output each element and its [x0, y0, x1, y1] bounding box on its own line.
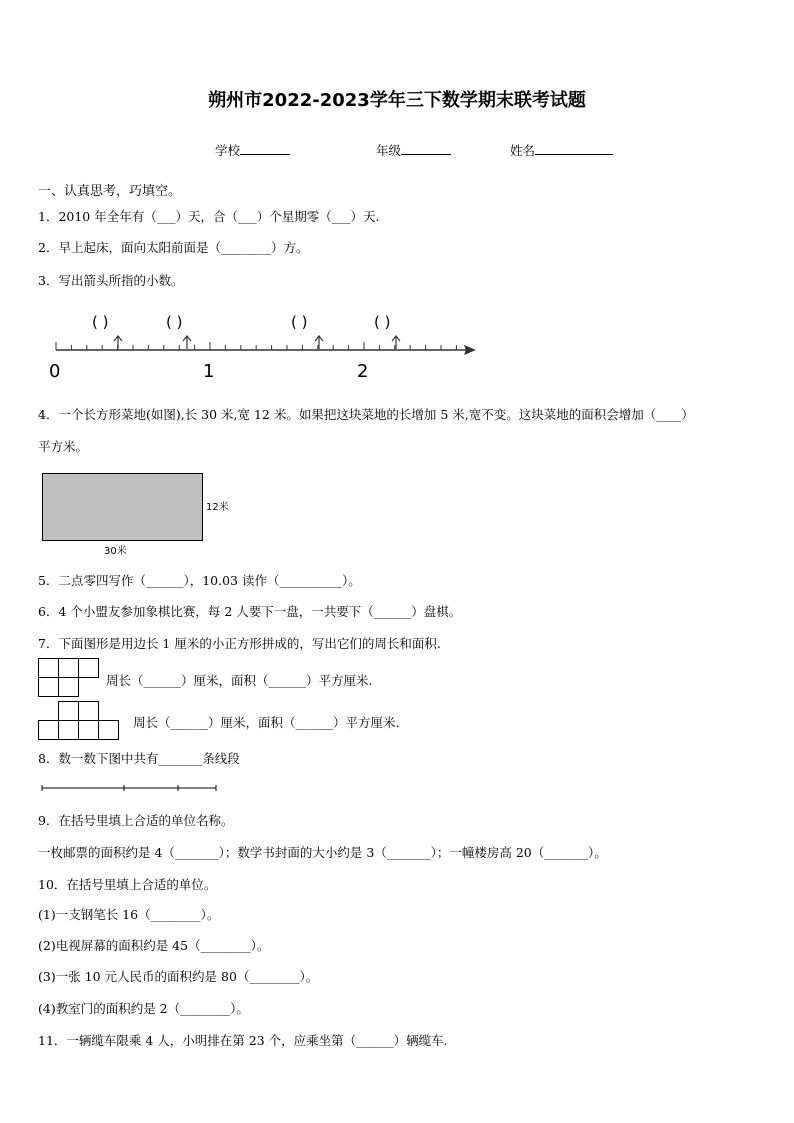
question-4-line-1: 4．一个长方形菜地(如图),长 30 米,宽 12 米。如果把这块菜地的长增加 5 米,宽不变。这块菜地的面积会增加（____） [38, 407, 694, 422]
grade-blank[interactable] [401, 142, 451, 155]
number-line-label-0: 0 [49, 361, 61, 382]
question-6: 6．4 个小盟友参加象棋比赛，每 2 人要下一盘，一共要下（______）盘棋。 [38, 604, 462, 619]
question-10-2: (2)电视屏幕的面积约是 45（________）。 [38, 938, 270, 953]
question-7: 7．下面图形是用边长 1 厘米的小正方形拼成的，写出它们的周长和面积. [38, 636, 441, 651]
rect-height-label: 12米 [206, 502, 229, 513]
question-5: 5．二点零四写作（______），10.03 读作（__________）。 [38, 573, 361, 588]
number-line-label-2: 2 [357, 361, 369, 382]
question-10-4: (4)教室门的面积约是 2（________）。 [38, 1001, 249, 1016]
name-field [510, 141, 613, 159]
question-2: 2．早上起床，面向太阳前面是（________）方。 [38, 240, 309, 255]
question-9-line: 一枚邮票的面积约是 4（_______）；数学书封面的大小约是 3（_______）；一幢楼房高 20（_______）。 [38, 845, 607, 860]
arrow-up-icon [392, 336, 400, 349]
question-11: 11．一辆缆车限乘 4 人，小明排在第 23 个，应乘坐第（______）辆缆车. [38, 1033, 448, 1048]
school-blank[interactable] [240, 142, 290, 155]
school-field [215, 141, 290, 159]
number-line-label-1: 1 [203, 361, 215, 382]
square-figure-b [38, 701, 120, 741]
question-4-line-2: 平方米。 [38, 439, 89, 454]
question-3: 3．写出箭头所指的小数。 [38, 273, 184, 288]
arrow-up-icon [183, 336, 191, 349]
rect-width-label: 30米 [104, 546, 127, 557]
question-8: 8．数一数下图中共有_______条线段 [38, 751, 240, 766]
name-blank[interactable] [535, 142, 613, 155]
arrow-paren-2: ( ) [166, 313, 183, 331]
arrow-up-icon [315, 336, 323, 349]
question-9: 9．在括号里填上合适的单位名称。 [38, 813, 234, 828]
page-title: 朔州市2022-2023学年三下数学期末联考试题 [208, 90, 586, 111]
question-1: 1．2010 年全年有（___）天，合（___）个星期零（___）天. [38, 209, 380, 224]
question-10-3: (3)一张 10 元人民币的面积约是 80（________）。 [38, 969, 319, 984]
question-10: 10．在括号里填上合适的单位。 [38, 877, 217, 892]
vegetable-plot-rectangle [42, 473, 203, 541]
school-label: 学校 [215, 143, 241, 158]
arrow-paren-3: ( ) [291, 313, 308, 331]
name-label: 姓名 [510, 143, 536, 158]
question-7b: 周长（______）厘米，面积（______）平方厘米. [133, 715, 400, 730]
arrow-up-icon [114, 336, 122, 349]
grade-field [376, 141, 451, 159]
arrow-paren-1: ( ) [92, 313, 109, 331]
question-7a: 周长（______）厘米，面积（______）平方厘米. [106, 673, 373, 688]
section-heading: 一、认真思考，巧填空。 [38, 184, 182, 199]
number-line-figure [40, 305, 490, 385]
grade-label: 年级 [376, 143, 402, 158]
arrow-paren-4: ( ) [374, 313, 391, 331]
segment-figure [38, 780, 220, 794]
question-10-1: (1)一支钢笔长 16（________）。 [38, 907, 220, 922]
square-figure-a [38, 658, 100, 698]
